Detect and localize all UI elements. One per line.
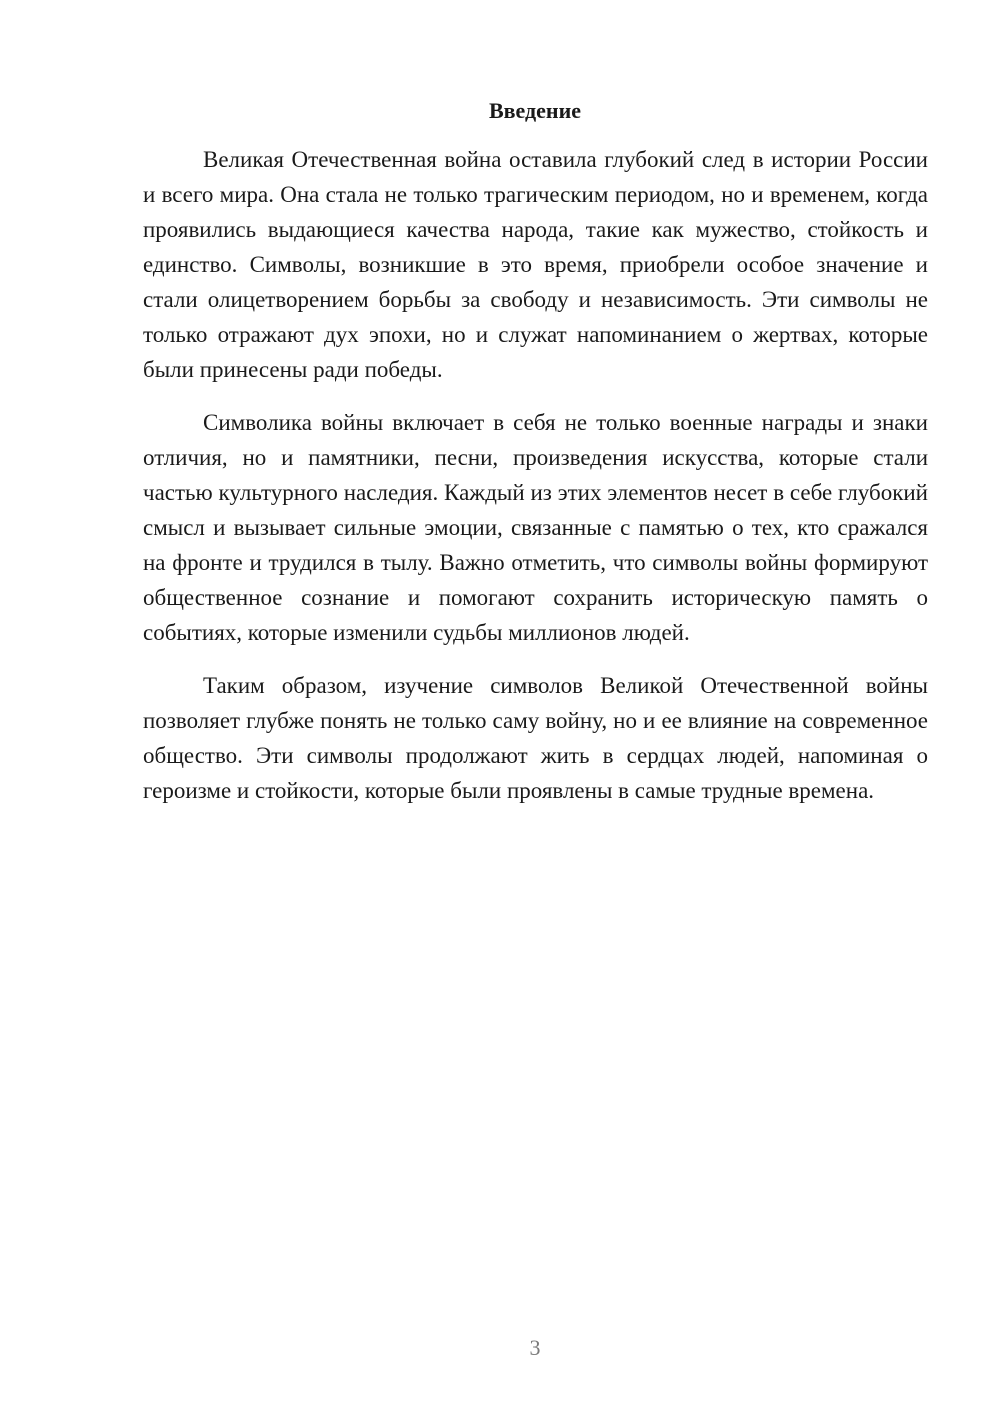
page-number: 3 (529, 1335, 541, 1360)
document-body (143, 142, 928, 826)
paragraph-1: Великая Отечественная война оставила глубокий след в истории России и всего мира. Она стала не только трагическим периодом, но и временем, когда проявились выдающиеся качества народа, такие как мужество, стойкость и единство. Символы, возникшие в это время, приобрели особое значение и стали олицетворением борьбы за свободу и независимость. Эти символы не только отражают дух эпохи, но и служат напоминанием о жертвах, которые были принесены ради победы. (143, 147, 928, 382)
page-title: Введение (488, 98, 582, 123)
paragraph-2: Символика войны включает в себя не только военные награды и знаки отличия, но и памятники, песни, произведения искусства, которые стали частью культурного наследия. Каждый из этих элементов несет в себе глубокий смысл и вызывает сильные эмоции, связанные с памятью о тех, кто сражался на фронте и трудился в тылу. Важно отметить, что символы войны формируют общественное сознание и помогают сохранить историческую память о событиях, которые изменили судьбы миллионов людей. (143, 410, 928, 645)
paragraph-3: Таким образом, изучение символов Великой Отечественной войны позволяет глубже понять не только саму войну, но и ее влияние на современное общество. Эти символы продолжают жить в сердцах людей, напоминая о героизме и стойкости, которые были проявлены в самые трудные времена. (143, 673, 928, 803)
